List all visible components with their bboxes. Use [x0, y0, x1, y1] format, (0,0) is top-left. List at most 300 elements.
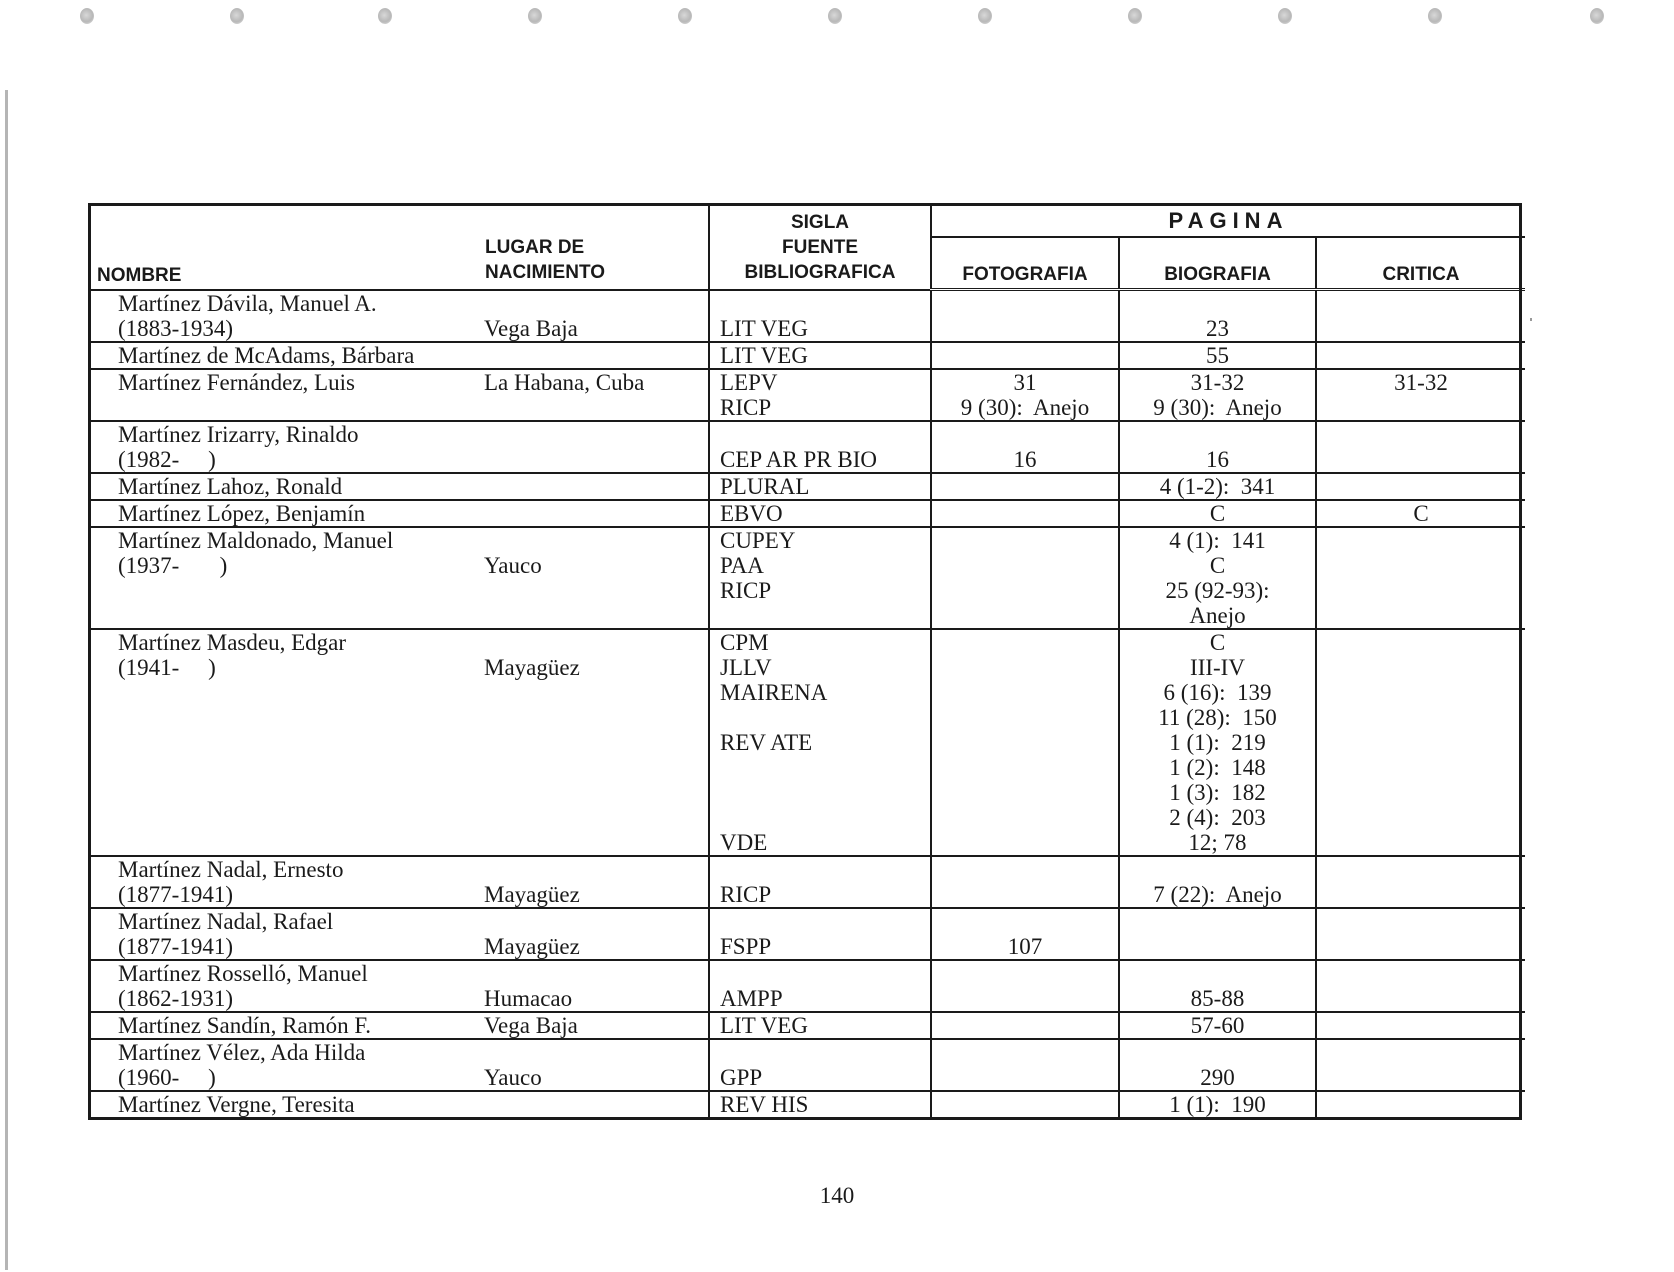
cell-line [1317, 474, 1525, 499]
cell-bio [1119, 290, 1316, 343]
cell-line [932, 474, 1118, 499]
cell-sigla [709, 1039, 931, 1091]
cell-line [1317, 1040, 1525, 1065]
cell-line: 12; 78 [1188, 830, 1247, 855]
cell-line: (1982- ) [118, 447, 216, 472]
cell-nombre [91, 1091, 477, 1117]
cell-line [484, 447, 708, 472]
cell-line [118, 603, 477, 628]
cell-line [720, 705, 930, 730]
cell-line: 1 (2): 148 [1169, 755, 1266, 780]
cell-line [484, 603, 708, 628]
header-sigla: SIGLA FUENTE BIBLIOGRAFICA [709, 206, 931, 290]
cell-lugar [477, 629, 709, 856]
cell-line [484, 395, 708, 420]
cell-lugar [477, 527, 709, 629]
cell-line: (1941- ) [118, 655, 216, 680]
cell-line [1317, 655, 1525, 680]
cell-line: 7 (22): Anejo [1153, 882, 1282, 907]
cell-foto [931, 473, 1119, 500]
cell-line: Martínez Masdeu, Edgar [118, 630, 347, 655]
cell-crit [1316, 629, 1525, 856]
cell-line [1317, 961, 1525, 986]
cell-crit [1316, 290, 1525, 343]
cell-line [1120, 422, 1315, 447]
cell-line: (1883-1934) [118, 315, 233, 341]
table-row [91, 500, 1525, 527]
scan-mark [1530, 318, 1532, 321]
cell-line [1317, 291, 1525, 316]
cell-line [1120, 934, 1315, 959]
cell-line [1120, 1040, 1315, 1065]
cell-line [720, 857, 930, 882]
header-fotografia: FOTOGRAFIA [931, 237, 1119, 290]
cell-line [484, 1040, 708, 1065]
cell-line [932, 882, 1118, 907]
cell-line [1317, 909, 1525, 934]
header-biografia: BIOGRAFIA [1119, 237, 1316, 290]
cell-foto [931, 908, 1119, 960]
cell-line [932, 528, 1118, 553]
binder-hole [528, 8, 542, 24]
cell-line [484, 578, 708, 603]
header-critica: CRITICA [1316, 237, 1525, 290]
cell-line: GPP [720, 1065, 763, 1090]
cell-bio [1119, 856, 1316, 908]
cell-bio [1119, 527, 1316, 629]
cell-foto [931, 369, 1119, 421]
cell-line: 23 [1206, 316, 1229, 341]
cell-line: 9 (30): Anejo [1153, 395, 1282, 420]
cell-sigla [709, 629, 931, 856]
cell-line: III-IV [1190, 655, 1245, 680]
table-row [91, 473, 1525, 500]
cell-line: (1877-1941) [118, 934, 233, 959]
cell-line: Vega Baja [484, 1013, 578, 1038]
cell-line: 1 (3): 182 [1169, 780, 1266, 805]
page-number: 140 [819, 1183, 855, 1208]
cell-line: REV HIS [720, 1092, 809, 1117]
cell-line [932, 630, 1118, 655]
cell-foto [931, 500, 1119, 527]
cell-line [118, 578, 477, 603]
cell-crit [1316, 960, 1525, 1012]
cell-bio [1119, 342, 1316, 369]
cell-line [932, 1013, 1118, 1038]
cell-line [484, 755, 708, 780]
cell-line: RICP [720, 395, 772, 420]
cell-line: JLLV [720, 655, 772, 680]
cell-line: Yauco [484, 553, 542, 578]
cell-line [932, 805, 1118, 830]
cell-line [932, 1065, 1118, 1090]
cell-bio [1119, 908, 1316, 960]
cell-line [720, 1040, 930, 1065]
binder-holes [0, 8, 1674, 32]
cell-foto [931, 527, 1119, 629]
cell-nombre [91, 500, 477, 527]
cell-crit [1316, 1039, 1525, 1091]
cell-line: 25 (92-93): [1165, 578, 1270, 603]
cell-line [484, 730, 708, 755]
binder-hole [1590, 8, 1604, 24]
cell-line: 57-60 [1190, 1013, 1245, 1038]
table-row [91, 908, 1525, 960]
cell-lugar [477, 473, 709, 500]
binder-hole [230, 8, 244, 24]
cell-line [932, 316, 1118, 341]
cell-line [932, 961, 1118, 986]
cell-line: Martínez Vergne, Teresita [118, 1092, 355, 1117]
cell-line: Martínez López, Benjamín [118, 501, 366, 526]
cell-crit [1316, 421, 1525, 473]
cell-line [484, 291, 708, 316]
cell-bio [1119, 421, 1316, 473]
cell-line: Anejo [1189, 603, 1246, 628]
cell-line [1317, 680, 1525, 705]
cell-line [484, 961, 708, 986]
cell-lugar [477, 290, 709, 343]
cell-line: 107 [1007, 934, 1043, 959]
cell-line: RICP [720, 882, 772, 907]
cell-line [720, 603, 930, 628]
binder-hole [678, 8, 692, 24]
cell-nombre [91, 629, 477, 856]
cell-line: Yauco [484, 1065, 542, 1090]
cell-line: 1 (1): 190 [1169, 1092, 1266, 1117]
cell-line [484, 422, 708, 447]
cell-line [118, 830, 477, 855]
binder-hole [80, 8, 94, 24]
cell-line [720, 291, 930, 316]
cell-line: Humacao [484, 986, 573, 1011]
cell-line [1317, 780, 1525, 805]
cell-line: C [1413, 501, 1429, 526]
cell-line [932, 655, 1118, 680]
cell-line: (1877-1941) [118, 882, 233, 907]
page-edge-shadow [5, 90, 8, 1270]
cell-line [720, 780, 930, 805]
table-row [91, 342, 1525, 369]
cell-lugar [477, 342, 709, 369]
cell-line: PAA [720, 553, 764, 578]
cell-line: AMPP [720, 986, 783, 1011]
cell-line [1317, 630, 1525, 655]
cell-foto [931, 1039, 1119, 1091]
cell-line [932, 909, 1118, 934]
cell-nombre [91, 342, 477, 369]
cell-line [118, 805, 477, 830]
cell-line [1317, 730, 1525, 755]
table-row [91, 421, 1525, 473]
cell-line: 55 [1206, 343, 1229, 368]
cell-bio [1119, 1039, 1316, 1091]
header-lugar: LUGAR DE NACIMIENTO [485, 236, 605, 283]
table-row [91, 1012, 1525, 1039]
cell-line: 11 (28): 150 [1158, 705, 1277, 730]
cell-line: CUPEY [720, 528, 796, 553]
cell-line: CPM [720, 630, 769, 655]
cell-line [1317, 1092, 1525, 1117]
cell-line: (1937- ) [118, 553, 228, 578]
cell-line [720, 805, 930, 830]
cell-line: C [1209, 553, 1226, 578]
cell-line [1317, 705, 1525, 730]
cell-lugar [477, 1039, 709, 1091]
cell-line: 16 [1206, 447, 1229, 472]
cell-line [720, 909, 930, 934]
cell-line [484, 1092, 708, 1117]
cell-line: FSPP [720, 934, 772, 959]
cell-line: Mayagüez [484, 934, 580, 959]
cell-sigla [709, 960, 931, 1012]
cell-crit [1316, 527, 1525, 629]
cell-crit [1316, 1012, 1525, 1039]
cell-line: CEP AR PR BIO [720, 447, 878, 472]
header-nombre: NOMBRE [97, 264, 182, 286]
cell-line [1120, 909, 1315, 934]
cell-foto [931, 1091, 1119, 1117]
cell-foto [931, 856, 1119, 908]
cell-line [932, 343, 1118, 368]
cell-line [932, 291, 1118, 316]
cell-bio [1119, 473, 1316, 500]
cell-line [932, 755, 1118, 780]
cell-line [932, 1040, 1118, 1065]
cell-line [932, 553, 1118, 578]
cell-sigla [709, 342, 931, 369]
cell-line [1317, 528, 1525, 553]
cell-line [932, 830, 1118, 855]
cell-line [1317, 316, 1525, 341]
cell-line [484, 680, 708, 705]
cell-line [484, 805, 708, 830]
cell-crit [1316, 369, 1525, 421]
cell-line: Martínez Sandín, Ramón F. [118, 1013, 372, 1038]
cell-line [484, 909, 708, 934]
cell-nombre [91, 856, 477, 908]
cell-nombre [91, 960, 477, 1012]
table-row [91, 629, 1525, 856]
cell-sigla [709, 473, 931, 500]
table-row [91, 960, 1525, 1012]
cell-line [484, 501, 708, 526]
cell-lugar [477, 856, 709, 908]
cell-foto [931, 629, 1119, 856]
cell-line [932, 578, 1118, 603]
cell-crit [1316, 1091, 1525, 1117]
cell-foto [931, 421, 1119, 473]
binder-hole [828, 8, 842, 24]
bibliography-table [88, 203, 1522, 1120]
cell-line: Martínez Nadal, Ernesto [118, 857, 344, 882]
cell-sigla [709, 500, 931, 527]
cell-line [932, 705, 1118, 730]
binder-hole [378, 8, 392, 24]
cell-line [720, 961, 930, 986]
cell-line: LEPV [720, 370, 778, 395]
cell-line: 2 (4): 203 [1169, 805, 1266, 830]
binder-hole [1128, 8, 1142, 24]
cell-line [932, 986, 1118, 1011]
cell-bio [1119, 1091, 1316, 1117]
cell-sigla [709, 527, 931, 629]
cell-line [118, 680, 477, 705]
cell-line [1317, 1013, 1525, 1038]
cell-line: 6 (16): 139 [1163, 680, 1272, 705]
cell-line: Martínez Maldonado, Manuel [118, 528, 394, 553]
cell-line: Martínez de McAdams, Bárbara [118, 343, 415, 368]
cell-sigla [709, 908, 931, 960]
cell-line [720, 755, 930, 780]
cell-sigla [709, 1012, 931, 1039]
cell-lugar [477, 369, 709, 421]
cell-nombre [91, 527, 477, 629]
cell-crit [1316, 856, 1525, 908]
cell-line: Martínez Nadal, Rafael [118, 909, 334, 934]
cell-line [932, 1092, 1118, 1117]
cell-lugar [477, 960, 709, 1012]
table-row [91, 369, 1525, 421]
cell-nombre [91, 908, 477, 960]
cell-line [484, 705, 708, 730]
cell-line [118, 730, 477, 755]
table-row [91, 1039, 1525, 1091]
cell-sigla [709, 856, 931, 908]
cell-line: LIT VEG [720, 1013, 808, 1038]
cell-line: Martínez Lahoz, Ronald [118, 474, 343, 499]
cell-line: Martínez Rosselló, Manuel [118, 961, 368, 986]
cell-nombre [91, 1012, 477, 1039]
cell-lugar [477, 908, 709, 960]
cell-line [932, 501, 1118, 526]
cell-line: Mayagüez [484, 655, 580, 680]
cell-sigla [709, 1091, 931, 1117]
binder-hole [1428, 8, 1442, 24]
cell-line: LIT VEG [720, 315, 808, 341]
cell-line: Martínez Vélez, Ada Hilda [118, 1040, 366, 1065]
cell-line [1317, 805, 1525, 830]
cell-nombre [91, 369, 477, 421]
table-row [91, 856, 1525, 908]
cell-line [1120, 961, 1315, 986]
cell-line [118, 780, 477, 805]
cell-lugar [477, 1012, 709, 1039]
cell-line: 31-32 [1190, 370, 1245, 395]
cell-line: 4 (1-2): 341 [1159, 474, 1276, 499]
cell-nombre [91, 421, 477, 473]
table-row [91, 527, 1525, 629]
cell-line: Martínez Dávila, Manuel A. [118, 290, 377, 316]
table-row [91, 290, 1525, 343]
cell-line [1317, 986, 1525, 1011]
cell-bio [1119, 629, 1316, 856]
cell-line [1317, 603, 1525, 628]
cell-line: Mayagüez [484, 882, 580, 907]
cell-line [1317, 343, 1525, 368]
cell-line [1317, 395, 1525, 420]
cell-line: MAIRENA [720, 680, 828, 705]
cell-foto [931, 960, 1119, 1012]
cell-foto [931, 342, 1119, 369]
cell-nombre [91, 473, 477, 500]
cell-line [720, 422, 930, 447]
cell-crit [1316, 473, 1525, 500]
cell-line: RICP [720, 578, 772, 603]
cell-crit [1316, 908, 1525, 960]
cell-line [484, 474, 708, 499]
cell-line: C [1209, 501, 1226, 526]
cell-line [932, 603, 1118, 628]
cell-line: Martínez Fernández, Luis [118, 370, 355, 395]
cell-line [1317, 857, 1525, 882]
cell-line: REV ATE [720, 730, 813, 755]
cell-line: 31-32 [1394, 370, 1448, 395]
cell-line [932, 680, 1118, 705]
cell-line: La Habana, Cuba [484, 370, 645, 395]
cell-line [1317, 755, 1525, 780]
cell-line [118, 705, 477, 730]
cell-line [1120, 857, 1315, 882]
cell-lugar [477, 1091, 709, 1117]
binder-hole [1278, 8, 1292, 24]
cell-line: PLURAL [720, 474, 810, 499]
cell-bio [1119, 369, 1316, 421]
cell-line [932, 857, 1118, 882]
cell-line: VDE [720, 830, 768, 855]
cell-line [1120, 291, 1315, 316]
cell-crit [1316, 342, 1525, 369]
cell-foto [931, 290, 1119, 343]
cell-foto [931, 1012, 1119, 1039]
cell-line [484, 857, 708, 882]
cell-line [1317, 578, 1525, 603]
cell-sigla [709, 369, 931, 421]
cell-line: Vega Baja [484, 315, 578, 341]
cell-sigla [709, 421, 931, 473]
cell-line: 9 (30): Anejo [960, 395, 1090, 420]
cell-line: 4 (1): 141 [1169, 528, 1266, 553]
cell-sigla [709, 290, 931, 343]
cell-line [484, 528, 708, 553]
cell-line [484, 630, 708, 655]
cell-line [484, 343, 708, 368]
cell-lugar [477, 421, 709, 473]
cell-bio [1119, 1012, 1316, 1039]
cell-line: 290 [1200, 1065, 1235, 1090]
cell-nombre [91, 1039, 477, 1091]
cell-line: 85-88 [1190, 986, 1245, 1011]
cell-line: EBVO [720, 501, 783, 526]
cell-line [1317, 447, 1525, 472]
cell-line: 31 [1013, 370, 1037, 395]
cell-line [1317, 553, 1525, 578]
cell-line [932, 780, 1118, 805]
cell-line [484, 780, 708, 805]
cell-line: (1960- ) [118, 1065, 216, 1090]
cell-line [484, 830, 708, 855]
header-pagina: PAGINA [931, 206, 1525, 237]
cell-line: (1862-1931) [118, 986, 233, 1011]
cell-line [1317, 882, 1525, 907]
cell-line [932, 422, 1118, 447]
cell-line [1317, 1065, 1525, 1090]
cell-line [1317, 830, 1525, 855]
cell-crit [1316, 500, 1525, 527]
table-row [91, 1091, 1525, 1117]
cell-line: C [1209, 630, 1226, 655]
cell-bio [1119, 960, 1316, 1012]
